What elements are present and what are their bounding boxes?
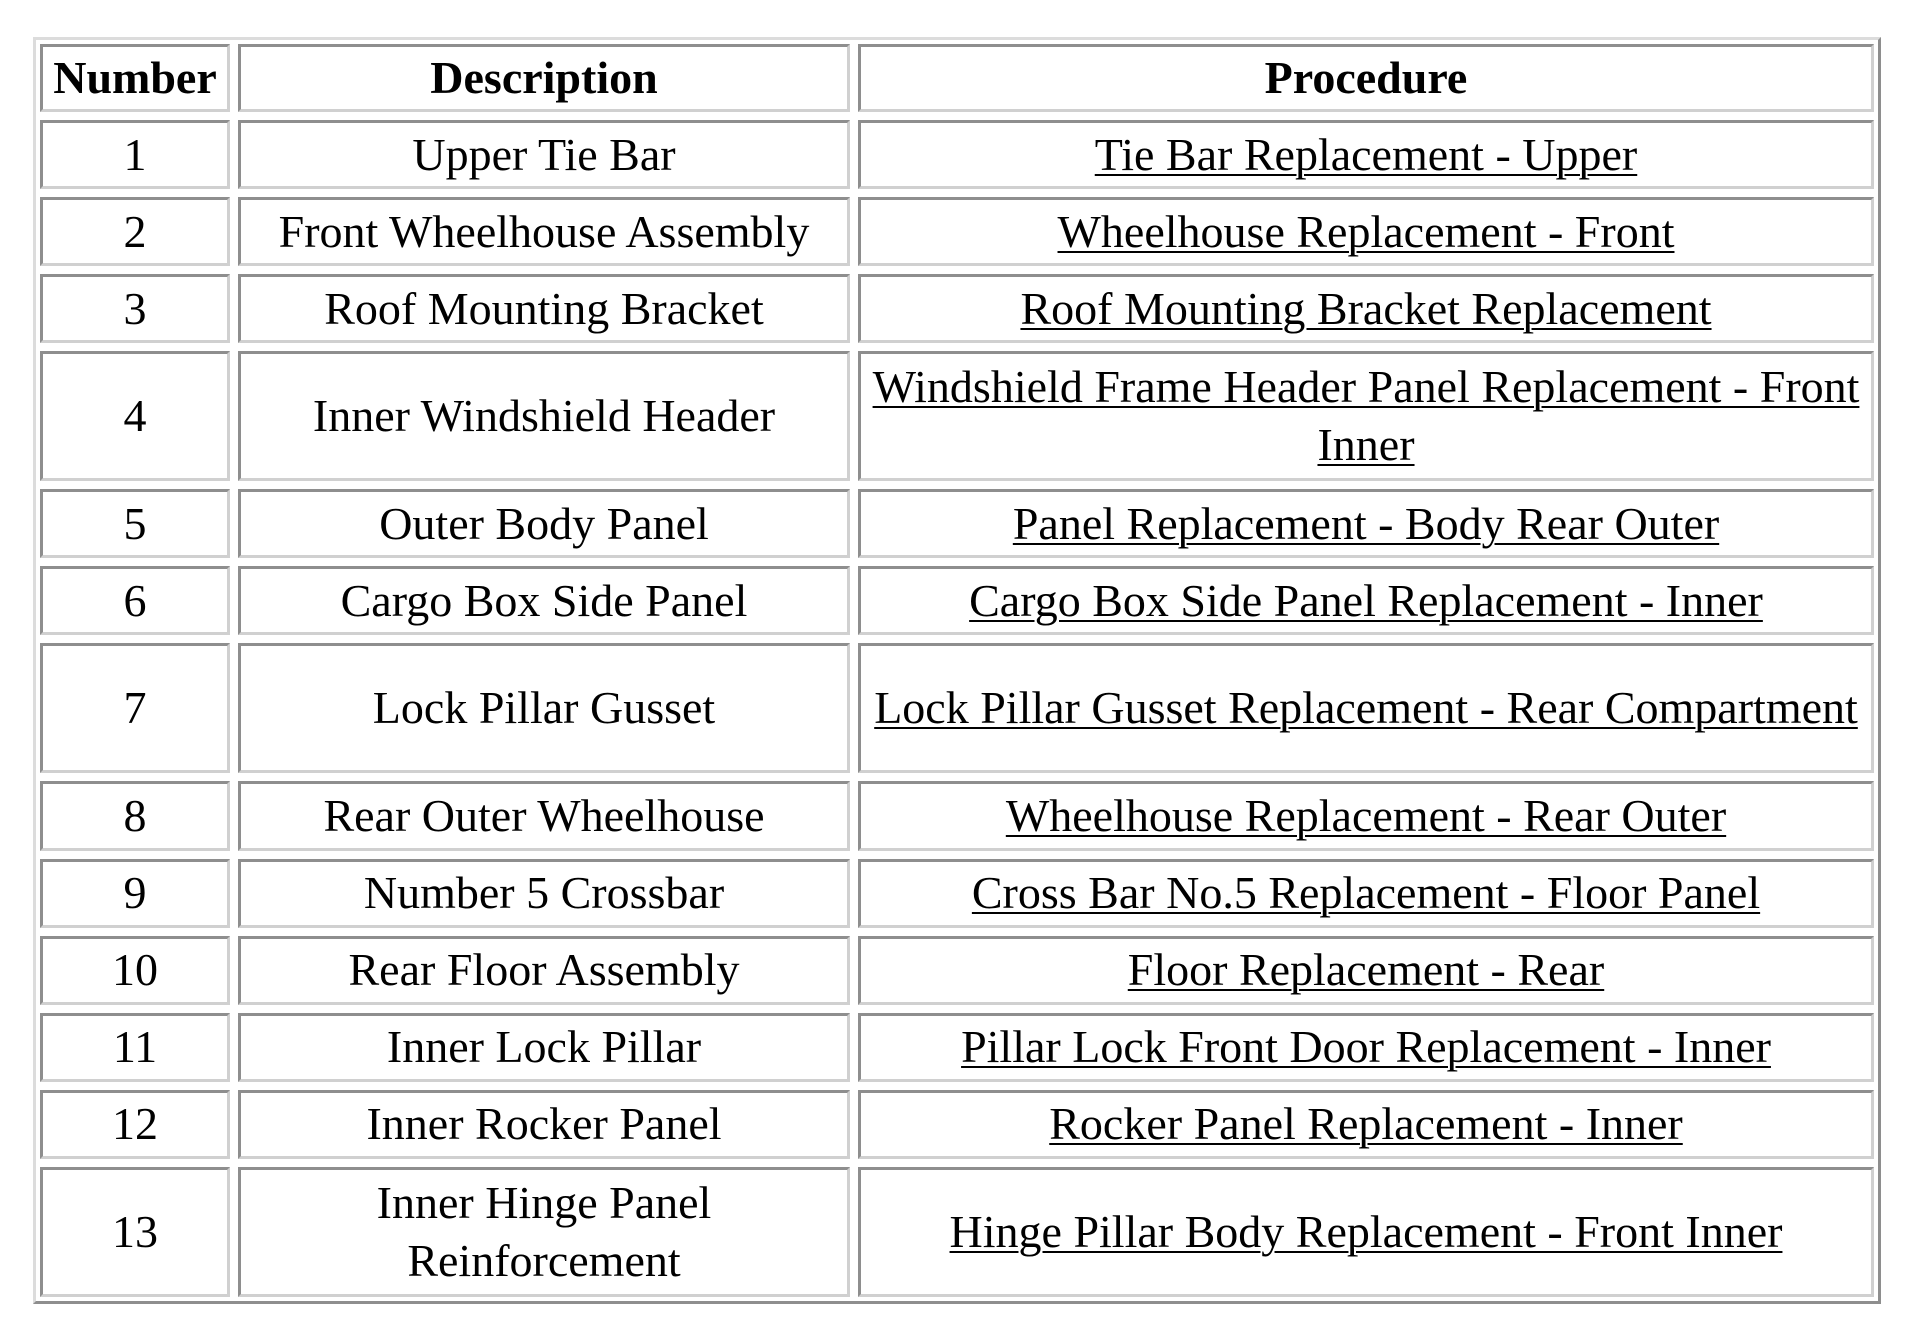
table-row [40, 566, 1874, 635]
table-row [40, 120, 1874, 189]
table-row [40, 197, 1874, 266]
row-procedure-cell [858, 781, 1874, 850]
row-procedure-cell [858, 859, 1874, 928]
row-number: 13 [40, 1167, 230, 1297]
row-number: 3 [40, 274, 230, 343]
procedure-link[interactable]: Floor Replacement - Rear [1127, 944, 1605, 996]
procedure-link[interactable]: Roof Mounting Bracket Replacement [1020, 282, 1712, 334]
table-row [40, 1167, 1874, 1297]
table-row [40, 351, 1874, 481]
row-number: 11 [40, 1013, 230, 1082]
table-row [40, 643, 1874, 773]
row-procedure-cell [858, 489, 1874, 558]
row-number: 10 [40, 936, 230, 1005]
procedures-table-frame [33, 37, 1881, 1304]
row-procedure-cell [858, 197, 1874, 266]
row-number: 7 [40, 643, 230, 773]
procedure-link[interactable]: Windshield Frame Header Panel Replacement - Front Inner [872, 361, 1860, 471]
row-description: Number 5 Crossbar [238, 859, 850, 928]
table-row [40, 1090, 1874, 1159]
procedure-link[interactable]: Rocker Panel Replacement - Inner [1049, 1098, 1683, 1150]
procedure-link[interactable]: Wheelhouse Replacement - Front [1057, 205, 1675, 257]
procedure-link[interactable]: Tie Bar Replacement - Upper [1094, 128, 1638, 180]
row-number: 4 [40, 351, 230, 481]
row-description: Inner Hinge Panel Reinforcement [238, 1167, 850, 1297]
procedure-link[interactable]: Wheelhouse Replacement - Rear Outer [1005, 789, 1727, 841]
row-procedure-cell [858, 643, 1874, 773]
row-description: Outer Body Panel [238, 489, 850, 558]
row-description: Inner Rocker Panel [238, 1090, 850, 1159]
row-description: Rear Floor Assembly [238, 936, 850, 1005]
row-description: Inner Windshield Header [238, 351, 850, 481]
row-description: Upper Tie Bar [238, 120, 850, 189]
row-description: Front Wheelhouse Assembly [238, 197, 850, 266]
row-description: Roof Mounting Bracket [238, 274, 850, 343]
procedure-link[interactable]: Pillar Lock Front Door Replacement - Inner [961, 1021, 1771, 1073]
table-row [40, 489, 1874, 558]
table-row [40, 274, 1874, 343]
row-number: 5 [40, 489, 230, 558]
row-number: 8 [40, 781, 230, 850]
row-procedure-cell [858, 1167, 1874, 1297]
row-description: Cargo Box Side Panel [238, 566, 850, 635]
header-number: Number [40, 44, 230, 112]
procedures-table [32, 36, 1882, 1305]
row-procedure-cell [858, 120, 1874, 189]
row-number: 12 [40, 1090, 230, 1159]
row-procedure-cell [858, 936, 1874, 1005]
row-procedure-cell [858, 566, 1874, 635]
row-number: 9 [40, 859, 230, 928]
table-row [40, 781, 1874, 850]
procedure-link[interactable]: Cargo Box Side Panel Replacement - Inner [969, 574, 1763, 626]
row-procedure-cell [858, 274, 1874, 343]
table-row [40, 859, 1874, 928]
row-procedure-cell [858, 1013, 1874, 1082]
procedure-link[interactable]: Panel Replacement - Body Rear Outer [1012, 497, 1720, 549]
row-description: Inner Lock Pillar [238, 1013, 850, 1082]
header-row [40, 44, 1874, 112]
row-number: 2 [40, 197, 230, 266]
row-procedure-cell [858, 1090, 1874, 1159]
table-row [40, 936, 1874, 1005]
row-procedure-cell [858, 351, 1874, 481]
row-description: Rear Outer Wheelhouse [238, 781, 850, 850]
header-description: Description [238, 44, 850, 112]
procedure-link[interactable]: Cross Bar No.5 Replacement - Floor Panel [971, 867, 1761, 919]
procedure-link[interactable]: Lock Pillar Gusset Replacement - Rear Compartment [874, 682, 1858, 734]
row-description: Lock Pillar Gusset [238, 643, 850, 773]
row-number: 6 [40, 566, 230, 635]
header-procedure: Procedure [858, 44, 1874, 112]
table-row [40, 1013, 1874, 1082]
procedure-link[interactable]: Hinge Pillar Body Replacement - Front Inner [949, 1205, 1783, 1257]
row-number: 1 [40, 120, 230, 189]
